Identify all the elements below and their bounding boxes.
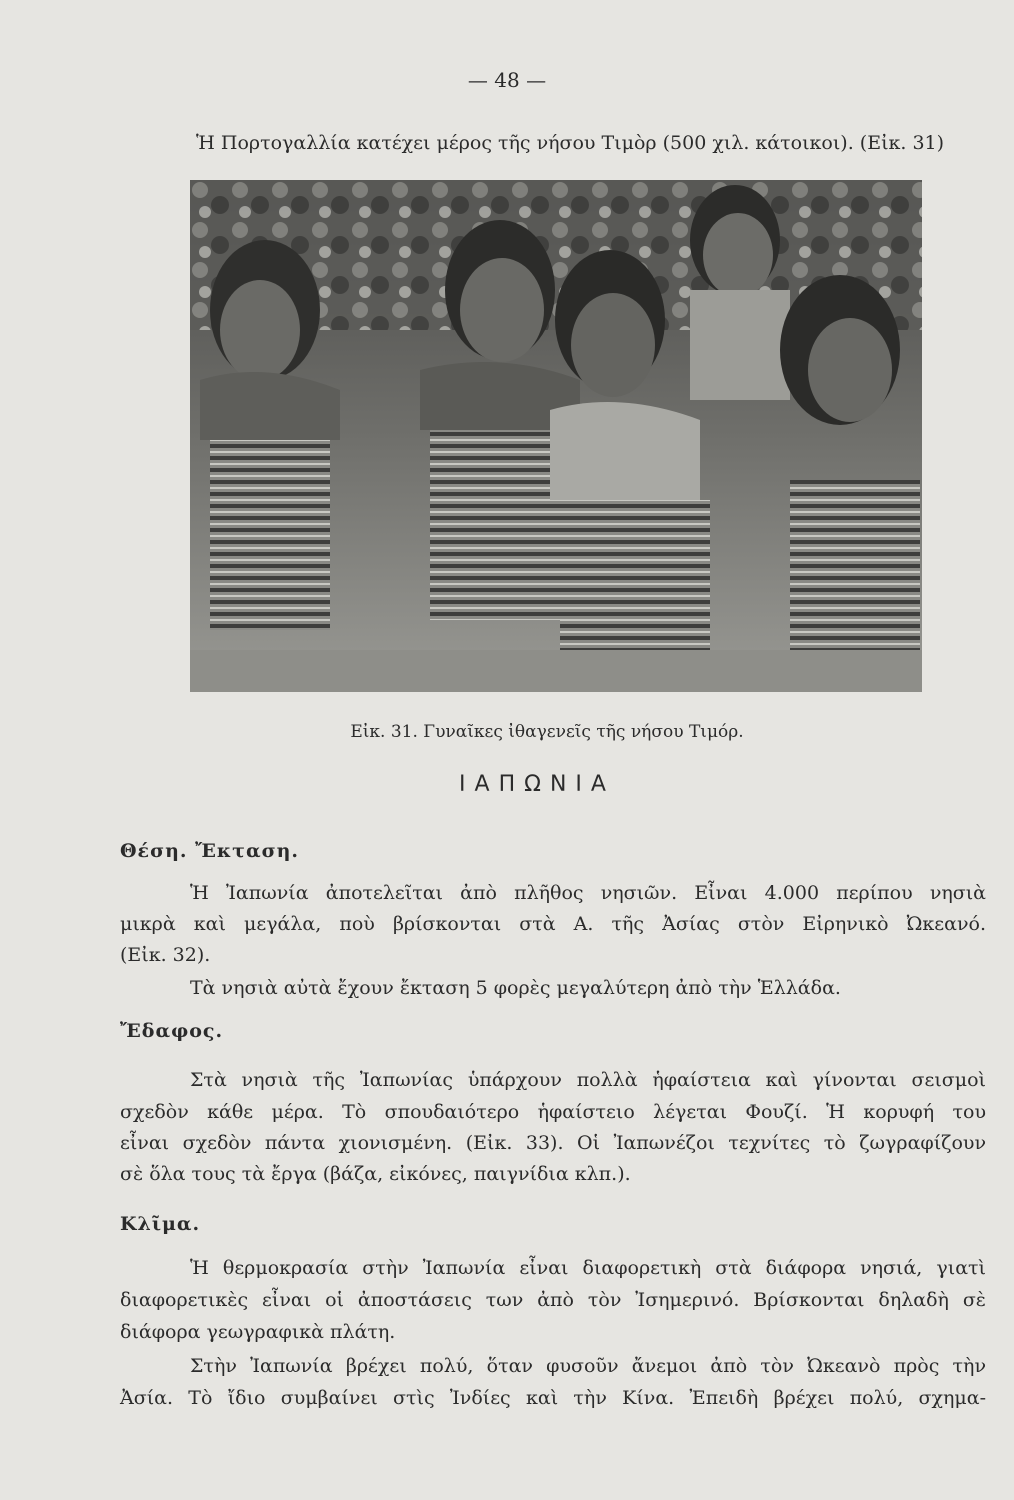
text-line: (Εἰκ. 32). [120, 944, 211, 966]
text-line: σὲ ὅλα τους τὰ ἔργα (βάζα, εἰκόνες, παιγνίδια κλπ.). [120, 1163, 631, 1185]
photo-illustration [190, 180, 922, 692]
section-heading-position: Θέση. Ἔκταση. [120, 840, 300, 862]
photo-timor-women [190, 180, 922, 692]
section-heading-terrain: Ἔδαφος. [120, 1020, 224, 1042]
text-line: Στὰ νησιὰ τῆς Ἰαπωνίας ὑπάρχουν πολλὰ ἡφαίστεια καὶ γίνονται σεισμοὶ [190, 1069, 986, 1091]
text-line: Ἡ θερμοκρασία στὴν Ἰαπωνία εἶναι διαφορετικὴ στὰ διάφορα νησιά, γιατὶ [190, 1257, 986, 1279]
text-line: διάφορα γεωγραφικὰ πλάτη. [120, 1321, 396, 1343]
text-line: Ἡ Ἰαπωνία ἀποτελεῖται ἀπὸ πλῆθος νησιῶν. Εἶναι 4.000 περίπου νησιὰ [190, 882, 986, 904]
chapter-title: ΙΑΠΩΝΙΑ [459, 772, 615, 797]
text-line: εἶναι σχεδὸν πάντα χιονισμένη. (Εἰκ. 33). Οἱ Ἰαπωνέζοι τεχνίτες τὸ ζωγραφίζουν [120, 1132, 986, 1154]
text-line: Τὰ νησιὰ αὐτὰ ἔχουν ἔκταση 5 φορὲς μεγαλύτερη ἀπὸ τὴν Ἑλλάδα. [190, 977, 841, 999]
section-heading-climate: Κλῖμα. [120, 1213, 201, 1235]
text-line: διαφορετικὲς εἶναι οἱ ἀποστάσεις των ἀπὸ τὸν Ἰσημερινό. Βρίσκονται δηλαδὴ σὲ [120, 1289, 986, 1311]
figure-caption: Εἰκ. 31. Γυναῖκες ἰθαγενεῖς τῆς νήσου Τιμόρ. [350, 722, 744, 742]
text-line: σχεδὸν κάθε μέρα. Τὸ σπουδαιότερο ἡφαίστειο λέγεται Φουζί. Ἡ κορυφή του [120, 1101, 986, 1123]
text-line: Ἀσία. Τὸ ἴδιο συμβαίνει στὶς Ἰνδίες καὶ τὴν Κίνα. Ἐπειδὴ βρέχει πολύ, σχημα- [120, 1387, 986, 1409]
text-line: Στὴν Ἰαπωνία βρέχει πολύ, ὅταν φυσοῦν ἄνεμοι ἀπὸ τὸν Ὠκεανὸ πρὸς τὴν [190, 1355, 986, 1377]
text-line: μικρὰ καὶ μεγάλα, ποὺ βρίσκονται στὰ Α. τῆς Ἀσίας στὸν Εἰρηνικὸ Ὠκεανό. [120, 913, 986, 935]
intro-line: Ἡ Πορτογαλλία κατέχει μέρος τῆς νήσου Τιμὸρ (500 χιλ. κάτοικοι). (Εἰκ. 31) [196, 132, 945, 154]
page-number: — 48 — [467, 68, 547, 92]
